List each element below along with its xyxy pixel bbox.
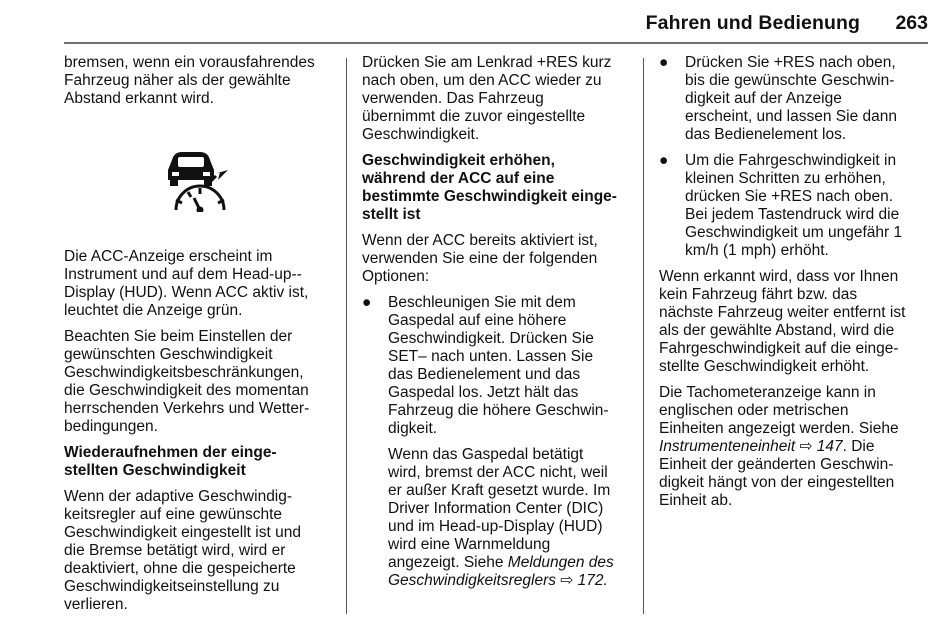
bullet-item bbox=[659, 152, 929, 260]
column-2 bbox=[362, 54, 634, 590]
page-header bbox=[64, 0, 928, 44]
text-line: verwenden. Das Fahrzeug bbox=[362, 90, 544, 107]
text-line: drücken Sie +RES nach oben. bbox=[685, 188, 894, 205]
text-line: Drücken Sie am Lenkrad +RES kurz bbox=[362, 54, 612, 71]
text-line: Driver Information Center (DIC) bbox=[388, 500, 604, 517]
section-title: Fahren und Bedienung bbox=[645, 12, 860, 34]
cross-reference-link[interactable]: Geschwindigkeitsreglers bbox=[388, 572, 556, 589]
text-line: Geschwindigkeit. Drücken Sie bbox=[388, 330, 594, 347]
page-number: 263 bbox=[895, 12, 928, 34]
text-line: Geschwindigkeit erhöhen, bbox=[362, 152, 555, 169]
text-line: übernimmt die zuvor eingestellte bbox=[362, 108, 586, 125]
text-line: als der gewählte Abstand, wird die bbox=[659, 322, 895, 339]
text-line: Beachten Sie beim Einstellen der bbox=[64, 328, 293, 345]
text-line: Instrument und auf dem Head-up-- bbox=[64, 266, 302, 283]
text-line: stellt ist bbox=[362, 206, 421, 223]
text-line: Geschwindigkeit. bbox=[362, 126, 480, 143]
text-line: herrschenden Verkehrs und Wetter- bbox=[64, 400, 310, 417]
text-line: die Geschwindigkeit des momentan bbox=[64, 382, 309, 399]
text-line: deaktiviert, ohne die gespeicherte bbox=[64, 560, 296, 577]
text-line: stellten Geschwindigkeit bbox=[64, 462, 246, 479]
text-line: das Bedienelement und das bbox=[388, 366, 581, 383]
text-line bbox=[659, 438, 929, 456]
text-line: er außer Kraft gesetzt wurde. Im bbox=[388, 482, 611, 499]
text-line: Wenn das Gaspedal betätigt bbox=[388, 446, 584, 463]
text-line: Geschwindigkeit eingestellt ist und bbox=[64, 524, 301, 541]
paragraph bbox=[659, 268, 929, 376]
text-line: Abstand erkannt wird. bbox=[64, 90, 214, 107]
bullet-glyph: ● bbox=[659, 152, 669, 169]
text-line: digkeit hängt von der eingestellten bbox=[659, 474, 895, 491]
acc-icon-area bbox=[64, 116, 330, 248]
text-line: Drücken Sie +RES nach oben, bbox=[685, 54, 896, 71]
text-line: und im Head-up-Display (HUD) bbox=[388, 518, 603, 535]
text-line: Fahrzeug die höhere Geschwin- bbox=[388, 402, 609, 419]
text-line: bis die gewünschte Geschwin- bbox=[685, 72, 895, 89]
paragraph bbox=[64, 54, 330, 108]
text-line: Einheit ab. bbox=[659, 492, 733, 509]
column-divider bbox=[643, 58, 644, 614]
text-line: wird eine Warnmeldung bbox=[388, 536, 551, 553]
text-line: englischen oder metrischen bbox=[659, 402, 849, 419]
column-divider bbox=[346, 58, 347, 614]
bullet-glyph: ● bbox=[659, 54, 669, 71]
paragraph bbox=[64, 248, 330, 320]
text-line: bestimmte Geschwindigkeit einge- bbox=[362, 188, 617, 205]
text-line: Gaspedal los. Jetzt hält das bbox=[388, 384, 579, 401]
text-line: gewünschten Geschwindigkeit bbox=[64, 346, 273, 363]
paragraph bbox=[64, 488, 330, 614]
text-line: Beschleunigen Sie mit dem bbox=[388, 294, 576, 311]
cross-reference-link[interactable]: Instrumenteneinheit bbox=[659, 438, 796, 455]
text-line: Um die Fahrgeschwindigkeit in bbox=[685, 152, 897, 169]
text-line: Wenn der adaptive Geschwindig- bbox=[64, 488, 293, 505]
text-line: verlieren. bbox=[64, 596, 128, 613]
text-line: bremsen, wenn ein vorausfahrendes bbox=[64, 54, 315, 71]
text-line: Fahrgeschwindigkeit auf die einge- bbox=[659, 340, 899, 357]
column-3 bbox=[659, 54, 929, 518]
text-line: Einheiten angezeigt werden. Siehe bbox=[659, 420, 899, 437]
text-line: wird, bremst der ACC nicht, weil bbox=[388, 464, 608, 481]
text-line: Geschwindigkeit um ungefähr 1 bbox=[685, 224, 903, 241]
bullet-item bbox=[362, 294, 634, 438]
acc-indicator-icon bbox=[164, 150, 230, 212]
text-line: nächste Fahrzeug weiter entfernt ist bbox=[659, 304, 906, 321]
paragraph bbox=[64, 328, 330, 436]
subheading bbox=[362, 152, 634, 224]
text-run: . Die bbox=[842, 438, 875, 455]
cross-reference-link[interactable]: Meldungen des bbox=[507, 554, 614, 571]
text-line: Gaspedal auf eine höhere bbox=[388, 312, 567, 329]
text-line: Optionen: bbox=[362, 268, 430, 285]
column-1 bbox=[64, 54, 330, 622]
text-line: nach oben, um den ACC wieder zu bbox=[362, 72, 602, 89]
bullet-continuation bbox=[362, 446, 634, 590]
paragraph bbox=[659, 384, 929, 510]
text-line: Wenn der ACC bereits aktiviert ist, bbox=[362, 232, 598, 249]
text-line: Display (HUD). Wenn ACC aktiv ist, bbox=[64, 284, 309, 301]
text-line: kein Fahrzeug fährt bzw. das bbox=[659, 286, 858, 303]
text-run: angezeigt. Siehe bbox=[388, 554, 508, 571]
bullet-glyph: ● bbox=[362, 294, 372, 311]
text-line: digkeit auf der Anzeige bbox=[685, 90, 842, 107]
text-line: digkeit. bbox=[388, 420, 438, 437]
text-line bbox=[388, 554, 634, 572]
text-line: SET– nach unten. Lassen Sie bbox=[388, 348, 594, 365]
subheading bbox=[64, 444, 330, 480]
text-line: erscheint, und lassen Sie dann bbox=[685, 108, 897, 125]
text-line: Geschwindigkeitseinstellung zu bbox=[64, 578, 280, 595]
text-line: Einheit der geänderten Geschwin- bbox=[659, 456, 894, 473]
text-line: Wiederaufnehmen der einge- bbox=[64, 444, 277, 461]
bullet-item bbox=[659, 54, 929, 144]
text-line: leuchtet die Anzeige grün. bbox=[64, 302, 243, 319]
text-line: während der ACC auf eine bbox=[362, 170, 555, 187]
text-line: keitsregler auf eine gewünschte bbox=[64, 506, 282, 523]
text-line: Die ACC-Anzeige erscheint im bbox=[64, 248, 273, 265]
text-line bbox=[388, 572, 634, 590]
text-line: km/h (1 mph) erhöht. bbox=[685, 242, 829, 259]
text-line: das Bedienelement los. bbox=[685, 126, 847, 143]
paragraph bbox=[362, 232, 634, 286]
text-line: Fahrzeug näher als der gewählte bbox=[64, 72, 291, 89]
text-line: kleinen Schritten zu erhöhen, bbox=[685, 170, 886, 187]
text-line: Geschwindigkeitsbeschränkungen, bbox=[64, 364, 304, 381]
text-line: Wenn erkannt wird, dass vor Ihnen bbox=[659, 268, 899, 285]
text-line: die Bremse betätigt wird, wird er bbox=[64, 542, 286, 559]
page-reference[interactable]: ⇨ 172. bbox=[556, 572, 608, 589]
text-line: Die Tachometeranzeige kann in bbox=[659, 384, 876, 401]
text-line: bedingungen. bbox=[64, 418, 158, 435]
text-line: Bei jedem Tastendruck wird die bbox=[685, 206, 900, 223]
text-line: stellte Geschwindigkeit erhöht. bbox=[659, 358, 870, 375]
page-reference[interactable]: ⇨ 147 bbox=[795, 438, 843, 455]
text-line: verwenden Sie eine der folgenden bbox=[362, 250, 598, 267]
paragraph bbox=[362, 54, 634, 144]
